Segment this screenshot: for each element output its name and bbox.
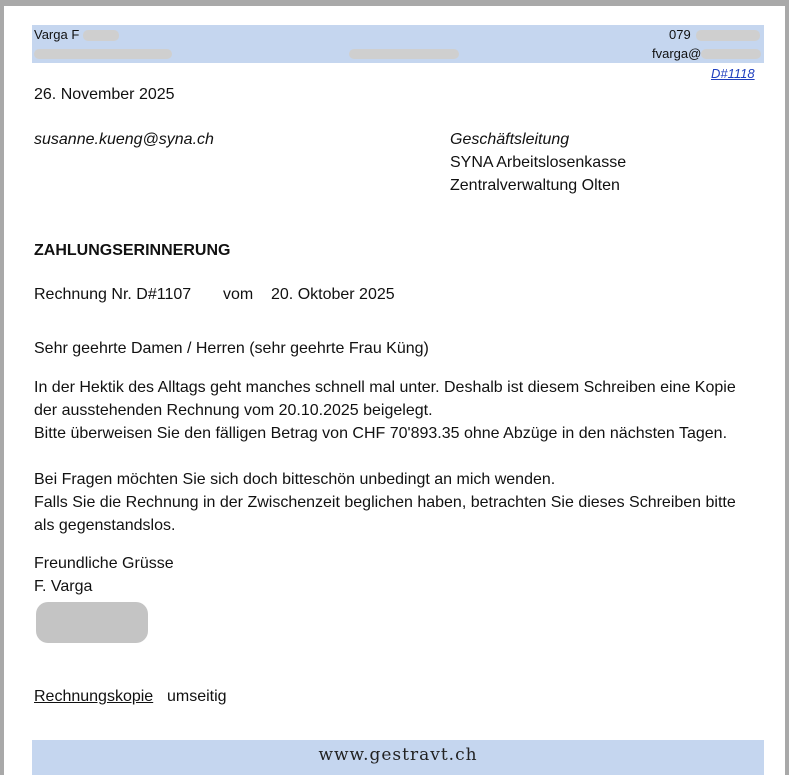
closing: Freundliche Grüsse (34, 555, 174, 572)
recipient-email: susanne.kueng@syna.ch (34, 131, 214, 148)
invoice-date: 20. Oktober 2025 (271, 286, 395, 303)
redacted-phone (696, 30, 760, 41)
sender-phone: 079 (669, 27, 691, 42)
redacted-surname (83, 30, 119, 41)
body-paragraph-2: Bitte überweisen Sie den fälligen Betrag von CHF 70'893.35 ohne Abzüge in den nächsten Tagen. (34, 425, 728, 442)
footer-website: www.gestravt.ch (318, 745, 478, 765)
redacted-city (349, 49, 459, 59)
subject-heading: ZAHLUNGSERINNERUNG (34, 242, 231, 259)
sender-name: Varga F (34, 27, 80, 42)
attachment-label: Rechnungskopie (34, 688, 154, 705)
redacted-email-domain (701, 49, 761, 59)
recipient-line-3: Zentralverwaltung Olten (450, 177, 620, 194)
document-reference-link[interactable]: D#1118 (711, 66, 755, 81)
body-paragraph-4: Falls Sie die Rechnung in der Zwischenzeit beglichen haben, betrachten Sie dieses Schreiben bitte als gegenstandslos. (34, 494, 736, 534)
attachment-note: umseitig (167, 688, 227, 705)
recipient-line-2: SYNA Arbeitslosenkasse (450, 154, 627, 171)
sender-email: fvarga@ (652, 46, 702, 61)
letter-page (4, 6, 785, 775)
body-paragraph-3: Bei Fragen möchten Sie sich doch bitteschön unbedingt an mich wenden. (34, 471, 556, 488)
footer-bar (32, 740, 764, 775)
recipient-line-1: Geschäftsleitung (450, 131, 570, 148)
salutation: Sehr geehrte Damen / Herren (sehr geehrte Frau Küng) (34, 340, 429, 357)
body-paragraph-1: In der Hektik des Alltags geht manches schnell mal unter. Deshalb ist diesem Schreiben eine Kopie der ausstehenden Rechnung vom 20.10.2025 beigelegt. (34, 379, 736, 419)
signer-name: F. Varga (34, 578, 93, 595)
redacted-address (34, 49, 172, 59)
invoice-vom: vom (223, 286, 254, 303)
redacted-signature (36, 602, 148, 643)
invoice-number: Rechnung Nr. D#1107 (34, 286, 192, 303)
letter-date: 26. November 2025 (34, 86, 175, 103)
